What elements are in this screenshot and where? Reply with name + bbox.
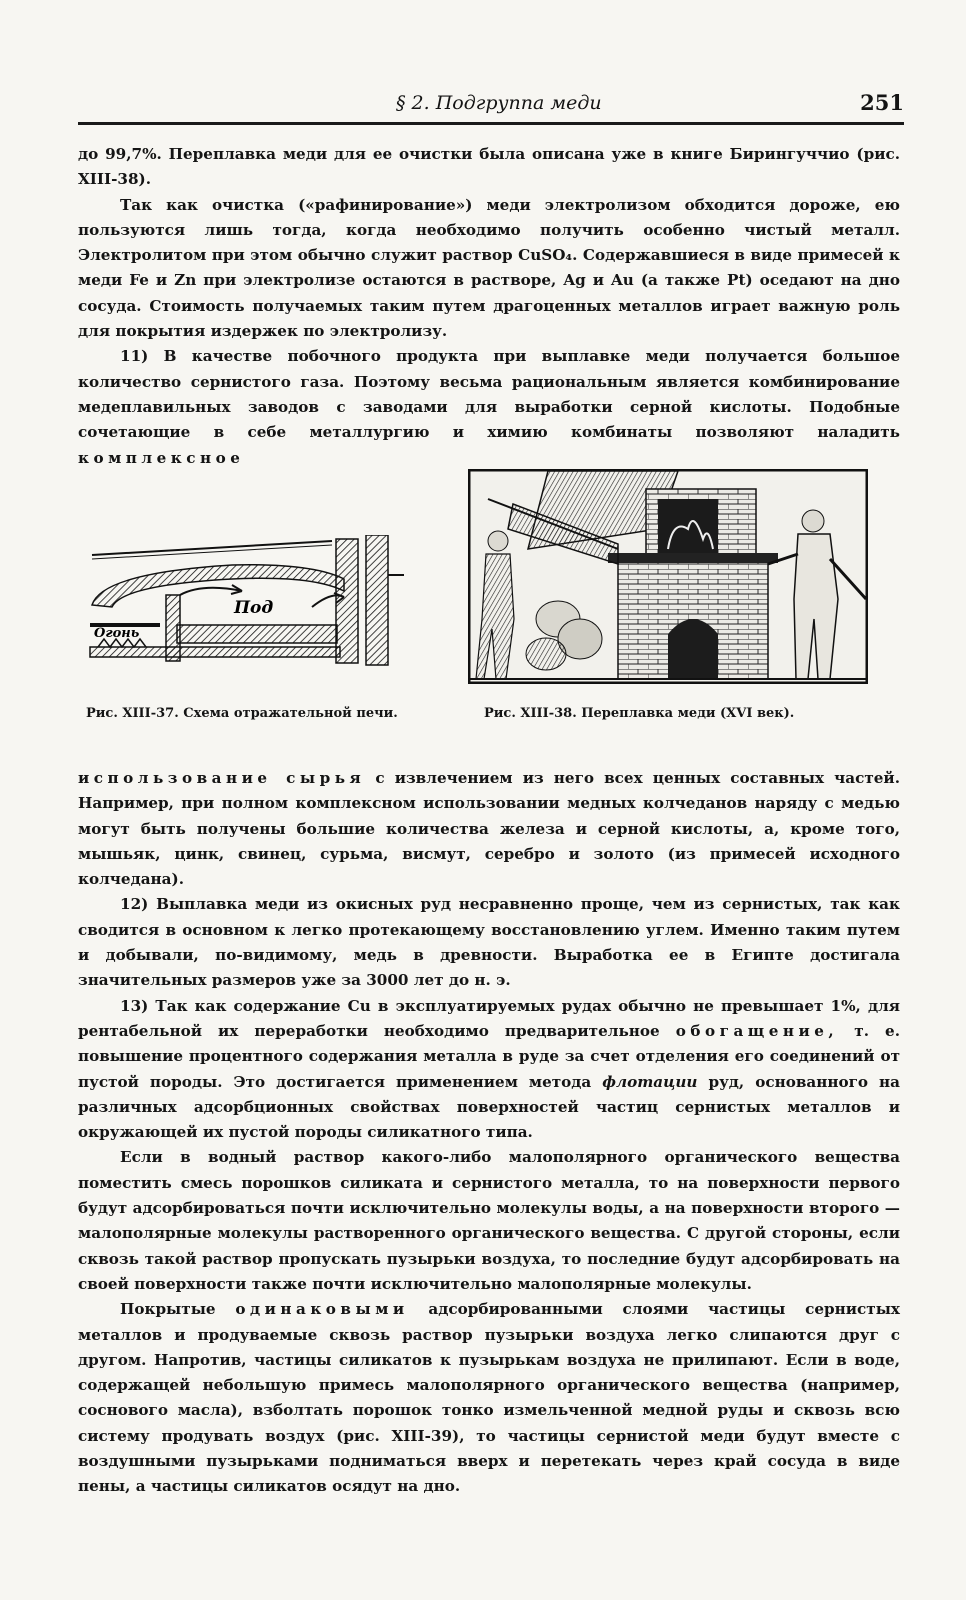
paragraph (78, 1297, 900, 1499)
spaced-term: обогащение, (675, 1021, 839, 1040)
running-title: § 2. Подгруппа меди (396, 92, 602, 114)
page-header (78, 88, 904, 125)
spaced-term: одинаковыми (235, 1300, 409, 1319)
paragraph (78, 344, 900, 470)
spaced-term: комплексное (78, 448, 245, 467)
paragraph-text: 11) В качестве побочного продукта при выплавке меди получается большое количество сернистого газа. Поэтому весьма рациональным является комбинирование медеплавильных заводов с заводами для выработки серной кислоты. Подобные сочетающие в себе металлургию и химию комбинаты позволяют наладить (78, 347, 900, 442)
figure-caption-38: Рис. XIII-38. Переплавка меди (XVI век). (484, 706, 795, 721)
furnace-label-hearth: Под (234, 598, 274, 618)
paragraph: Если в водный раствор какого-либо малополярного органического вещества поместить смесь порошков силиката и сернистого металла, то на поверхности первого будут адсорбироваться почти исключительно молекулы воды, а на поверхности второго — малополярные молекулы растворенного органического вещества. С другой стороны, если сквозь такой раствор пропускать пузырьки воздуха, то последние будут адсорбировать на своей поверхности также почти исключительно малополярные молекулы. (78, 1148, 900, 1293)
paragraph: Так как очистка («рафинирование») меди электролизом обходится дороже, ею пользуются лишь тогда, когда необходимо получить особенно чистый металл. Электролитом при этом обычно служит раствор CuSO₄. Содержавшиеся в виде примесей к меди Fe и Zn при электролизе остаются в растворе, Ag и Au (а также Pt) оседают на дно сосуда. Стоимость получаемых таким путем драгоценных металлов играет важную роль для покрытия издержек по электролизу. (78, 195, 900, 341)
paragraph-text: т. е. повышение процентного содержания металла в руде за счет отделения его соединений от пустой породы. Это достигается применением метода (78, 1021, 900, 1091)
italic-term: флотации (602, 1072, 698, 1091)
reverberatory-furnace-diagram (82, 535, 412, 675)
paragraph (78, 766, 900, 892)
furnace-label-fire: Огонь (94, 626, 140, 641)
bottom-text-block (78, 766, 900, 1500)
page-number: 251 (860, 90, 904, 115)
figure-caption-37: Рис. XIII-37. Схема отражательной печи. (86, 706, 398, 721)
paragraph-text: адсорбированными слоями частицы сернистых металлов и продуваемые сквозь раствор пузырьки воздуха легко слипаются друг с другом. Напротив, частицы силикатов к пузырькам воздуха не прилипают. Если в воде, содержащей небольшую примесь малополярного органического вещества (например, соснового масла), взболтать порошок тонко измельченной медной руды и сквозь всю систему продувать воздух (рис. XIII-39), то частицы сернистой меди будут вместе с воздушными пузырьками подниматься вверх и перетекать через край сосуда в виде пены, а частицы силикатов осядут на дно. (78, 1300, 900, 1496)
copper-remelting-woodcut (468, 469, 868, 684)
paragraph-text: с извлечением из него всех ценных составных частей. Например, при полном комплексном использовании медных колчеданов наряду с медью могут быть получены большие количества железа и серной кислоты, а, кроме того, мышьяк, цинк, свинец, сурьма, висмут, серебро и золото (из примесей исходного колчедана). (78, 769, 900, 889)
top-text-block (78, 142, 900, 471)
paragraph: до 99,7%. Переплавка меди для ее очистки была описана уже в книге Бирингуччио (рис. XIII-38). (78, 145, 900, 189)
paragraph-text: Покрытые (120, 1300, 216, 1319)
spaced-term: использование сырья (78, 769, 366, 787)
paragraph-text: 13) Так как содержание Cu в эксплуатируемых рудах обычно не превышает 1%, для рентабельной их переработки необходимо предварительное (78, 996, 900, 1040)
paragraph-text: руд, основанного на различных адсорбционных свойствах поверхностей частиц сернистых металлов и окружающей их пустой породы силикатного типа. (78, 1072, 900, 1142)
paragraph (78, 994, 900, 1146)
paragraph: 12) Выплавка меди из окисных руд несравненно проще, чем из сернистых, так как сводится в основном к легко протекающему восстановлению углем. Именно таким путем и добывали, по-видимому, медь в древности. Выработка ее в Египте достигала значительных размеров уже за 3000 лет до н. э. (78, 895, 900, 990)
